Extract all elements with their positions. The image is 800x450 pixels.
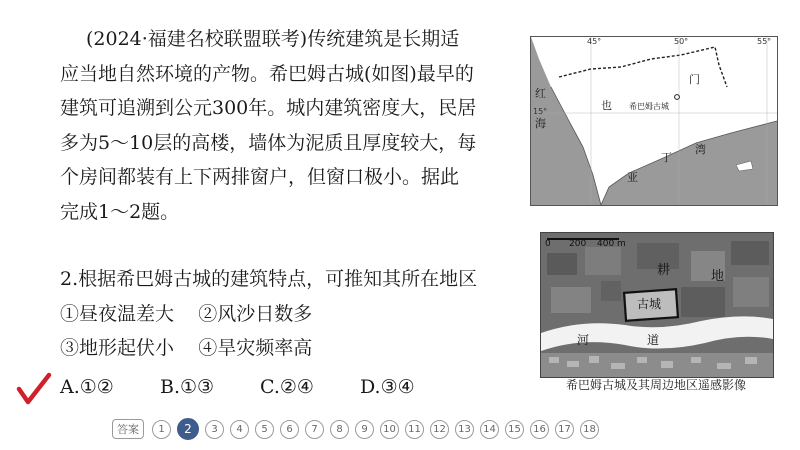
intro-line-3: 建筑可追溯到公元300年。城内建筑密度大，民居 xyxy=(60,97,477,119)
choice-a[interactable]: A.①② xyxy=(60,376,114,398)
longitude-45: 45° xyxy=(587,37,602,46)
latitude-15: 15° xyxy=(533,107,548,116)
page-2-button[interactable]: 2 xyxy=(177,418,199,440)
map-label-sea-1: 红 xyxy=(535,87,546,100)
answer-label[interactable]: 答案 xyxy=(112,419,144,439)
page-9-button[interactable]: 9 xyxy=(355,420,374,439)
photo-label-farmland-2: 地 xyxy=(711,269,725,284)
page-4-button[interactable]: 4 xyxy=(230,420,249,439)
map-label-country-1: 也 xyxy=(601,99,612,112)
statement-3: ③地形起伏小 xyxy=(60,337,175,359)
question-stem-block xyxy=(60,262,477,366)
statement-row-1 xyxy=(60,297,477,332)
location-map xyxy=(530,36,778,206)
choice-d[interactable]: D.③④ xyxy=(360,376,415,398)
scale-400m: 400 m xyxy=(597,239,626,249)
photo-label-river-1: 河 xyxy=(577,333,590,347)
page-7-button[interactable]: 7 xyxy=(305,420,324,439)
choice-c[interactable]: C.②④ xyxy=(260,376,314,398)
choice-b[interactable]: B.①③ xyxy=(160,376,215,398)
page-17-button[interactable]: 17 xyxy=(555,420,574,439)
answer-choices xyxy=(60,376,460,398)
intro-line-1: 传统建筑是长期适 xyxy=(307,28,460,50)
page-13-button[interactable]: 13 xyxy=(455,420,474,439)
statement-4: ④旱灾频率高 xyxy=(198,337,313,359)
map-label-gulf-2: 丁 xyxy=(661,151,672,164)
map-graphic xyxy=(531,37,777,205)
page-8-button[interactable]: 8 xyxy=(330,420,349,439)
page-3-button[interactable]: 3 xyxy=(205,420,224,439)
remote-sensing-image xyxy=(540,232,774,378)
photo-label-river-2: 道 xyxy=(647,333,660,347)
intro-line-6: 完成1～2题。 xyxy=(60,200,180,223)
page-11-button[interactable]: 11 xyxy=(405,420,424,439)
check-mark-icon xyxy=(16,372,52,406)
scale-0: 0 xyxy=(545,239,551,249)
page-10-button[interactable]: 10 xyxy=(380,420,399,439)
page-14-button[interactable]: 14 xyxy=(480,420,499,439)
statement-1: ①昼夜温差大 xyxy=(60,302,175,325)
page-16-button[interactable]: 16 xyxy=(530,420,549,439)
page-5-button[interactable]: 5 xyxy=(255,420,274,439)
map-label-gulf-1: 亚 xyxy=(627,171,638,184)
page-6-button[interactable]: 6 xyxy=(280,420,299,439)
photo-label-oldcity: 古城 xyxy=(637,297,662,311)
intro-line-4: 多为5～10层的高楼，墙体为泥质且厚度较大，每 xyxy=(60,131,477,154)
question-source: (2024·福建名校联盟联考) xyxy=(86,28,308,50)
photo-caption: 希巴姆古城及其周边地区遥感影像 xyxy=(565,378,746,392)
page-12-button[interactable]: 12 xyxy=(430,420,449,439)
map-label-country-2: 门 xyxy=(689,73,700,86)
statement-2: ②风沙日数多 xyxy=(198,302,313,325)
question-text xyxy=(60,22,510,229)
page-18-button[interactable]: 18 xyxy=(580,420,599,439)
statement-row-2 xyxy=(60,331,477,366)
answer-pager xyxy=(112,418,599,440)
page-15-button[interactable]: 15 xyxy=(505,420,524,439)
page-1-button[interactable]: 1 xyxy=(152,420,171,439)
scale-200: 200 xyxy=(569,239,587,249)
map-label-gulf-3: 湾 xyxy=(695,143,706,156)
question-stem: 2.根据希巴姆古城的建筑特点，可推知其所在地区 xyxy=(60,268,478,290)
map-label-sea-2: 海 xyxy=(535,117,546,130)
intro-line-2: 应当地自然环境的产物。希巴姆古城(如图)最早的 xyxy=(60,62,474,85)
intro-line-5: 个房间都装有上下两排窗户，但窗口极小。据此 xyxy=(60,166,460,188)
longitude-50: 50° xyxy=(674,37,689,46)
photo-label-farmland-1: 耕 xyxy=(657,263,671,278)
map-label-city: 希巴姆古城 xyxy=(629,102,669,111)
longitude-55: 55° xyxy=(757,37,772,46)
